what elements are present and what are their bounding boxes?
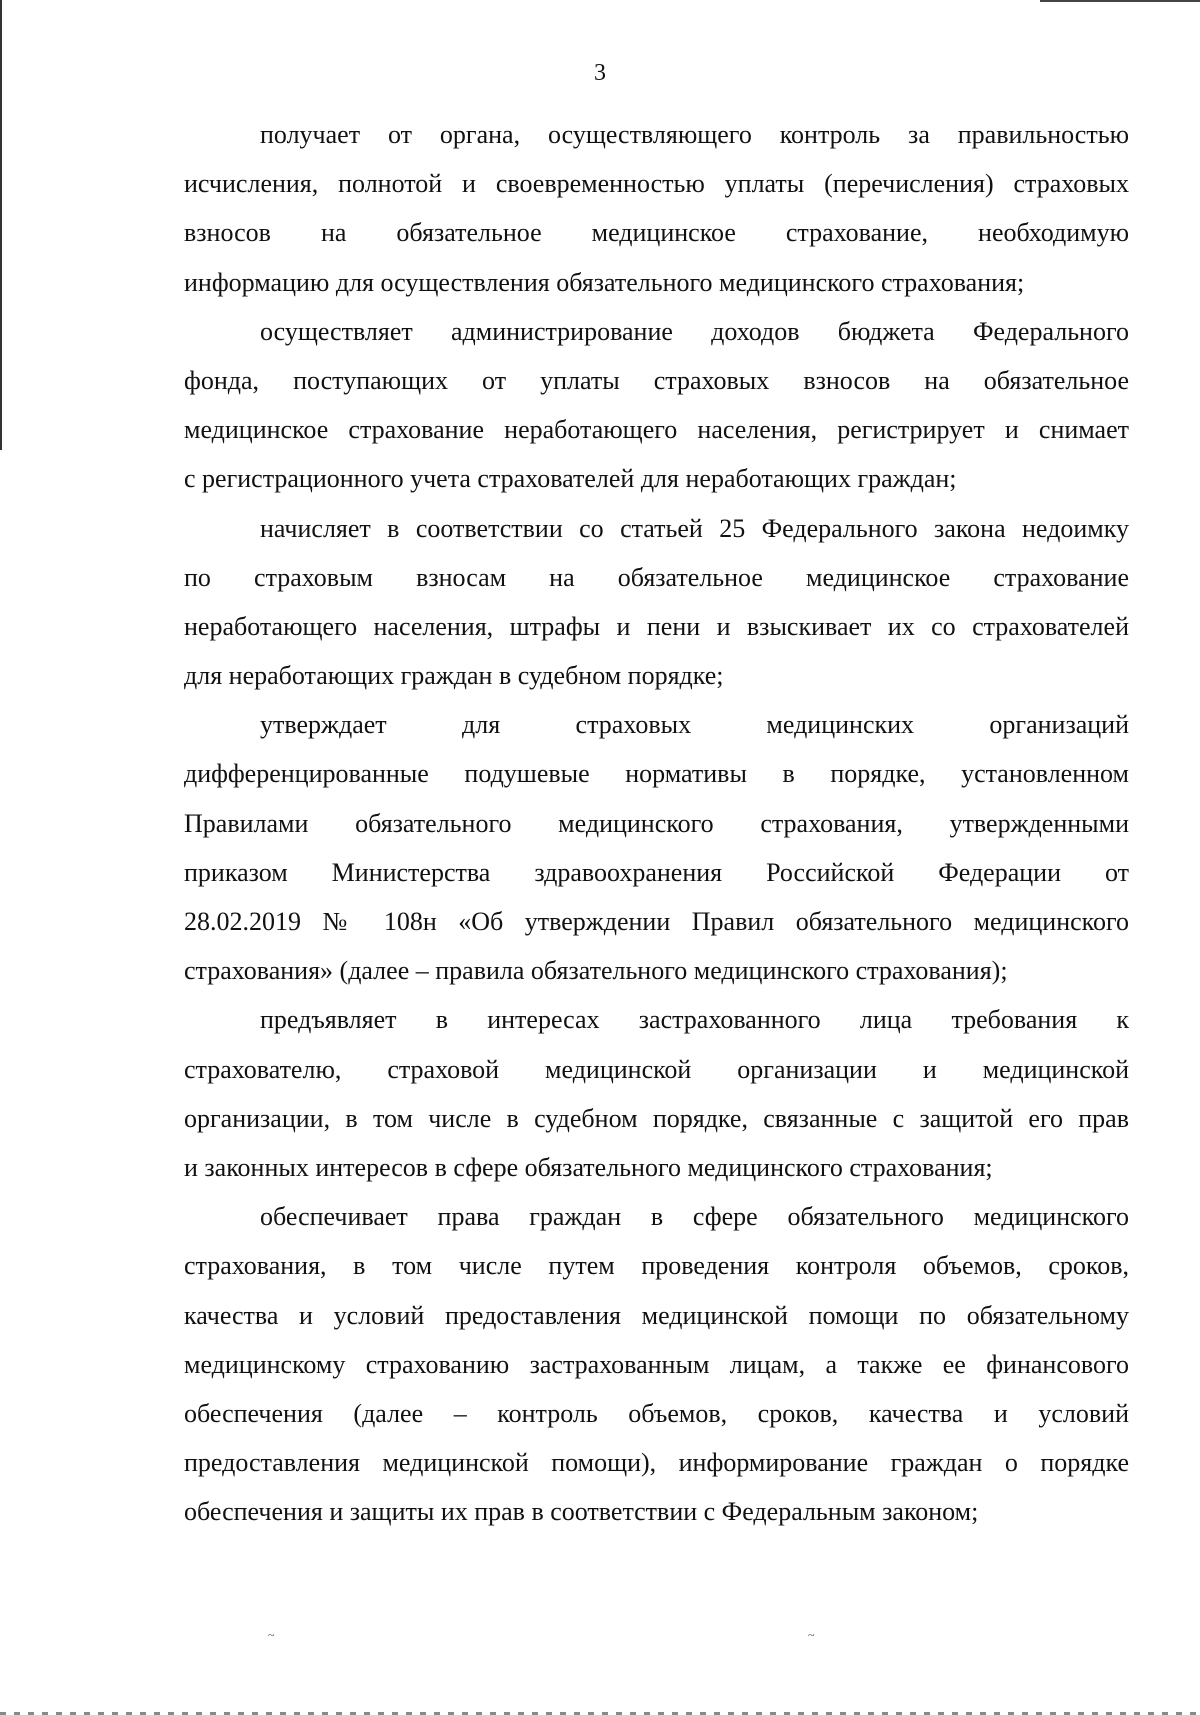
- document-body: [184, 110, 1129, 1536]
- text-line: дифференцированные подушевые нормативы в порядке, установленном: [184, 759, 1129, 789]
- text-line: страхователю, страховой медицинской организации и медицинской: [184, 1054, 1129, 1084]
- text-line: неработающего населения, штрафы и пени и взыскивает их со страхователей: [184, 611, 1129, 641]
- text-line: медицинскому страхованию застрахованным лицам, а также ее финансового: [184, 1349, 1129, 1379]
- text-line: организации, в том числе в судебном порядке, связанные с защитой его прав: [184, 1103, 1129, 1133]
- text-line: с регистрационного учета страхователей для неработающих граждан;: [184, 464, 957, 494]
- text-line: утверждает для страховых медицинских организаций: [260, 710, 1129, 740]
- text-line: обеспечения (далее – контроль объемов, сроков, качества и условий: [184, 1398, 1129, 1428]
- scan-top-line: [1040, 0, 1200, 2]
- text-line: приказом Министерства здравоохранения Российской Федерации от: [184, 857, 1129, 887]
- scan-artifact: ~: [268, 1628, 275, 1642]
- text-line: 28.02.2019 № 108н «Об утверждении Правил обязательного медицинского: [184, 907, 1129, 936]
- text-line: страхования, в том числе путем проведения контроля объемов, сроков,: [184, 1251, 1129, 1281]
- text-line: обеспечивает права граждан в сфере обязательного медицинского: [260, 1202, 1129, 1232]
- text-line: по страховым взносам на обязательное медицинское страхование: [184, 562, 1129, 592]
- paragraph: [184, 504, 1129, 701]
- text-line: фонда, поступающих от уплаты страховых взносов на обязательное: [184, 365, 1129, 395]
- text-line: предоставления медицинской помощи), информирование граждан о порядке: [184, 1448, 1129, 1478]
- paragraph: [184, 307, 1129, 504]
- text-line: исчисления, полнотой и своевременностью уплаты (перечисления) страховых: [184, 169, 1129, 199]
- text-line: медицинское страхование неработающего населения, регистрирует и снимает: [184, 415, 1129, 445]
- text-line: информацию для осуществления обязательного медицинского страхования;: [184, 267, 1025, 297]
- text-line: качества и условий предоставления медицинской помощи по обязательному: [184, 1300, 1129, 1330]
- text-line: предъявляет в интересах застрахованного лица требования к: [260, 1005, 1129, 1035]
- text-line: обеспечения и защиты их прав в соответствии с Федеральным законом;: [184, 1497, 979, 1527]
- paragraph: [184, 1192, 1129, 1536]
- text-line: страхования» (далее – правила обязательного медицинского страхования);: [184, 956, 1008, 986]
- text-line: взносов на обязательное медицинское страхование, необходимую: [184, 218, 1129, 248]
- text-line: для неработающих граждан в судебном порядке;: [184, 661, 724, 691]
- text-line: осуществляет администрирование доходов бюджета Федерального: [260, 316, 1129, 346]
- paragraph: [184, 110, 1129, 307]
- text-line: получает от органа, осуществляющего контроль за правильностью: [260, 120, 1129, 149]
- paragraph: [184, 995, 1129, 1192]
- paragraph: [184, 700, 1129, 995]
- text-line: начисляет в соответствии со статьей 25 Федерального закона недоимку: [260, 513, 1129, 543]
- text-line: Правилами обязательного медицинского страхования, утвержденными: [184, 808, 1129, 838]
- page-number: 3: [594, 60, 606, 86]
- text-line: и законных интересов в сфере обязательного медицинского страхования;: [184, 1152, 993, 1182]
- scan-artifact: ~: [808, 1628, 815, 1642]
